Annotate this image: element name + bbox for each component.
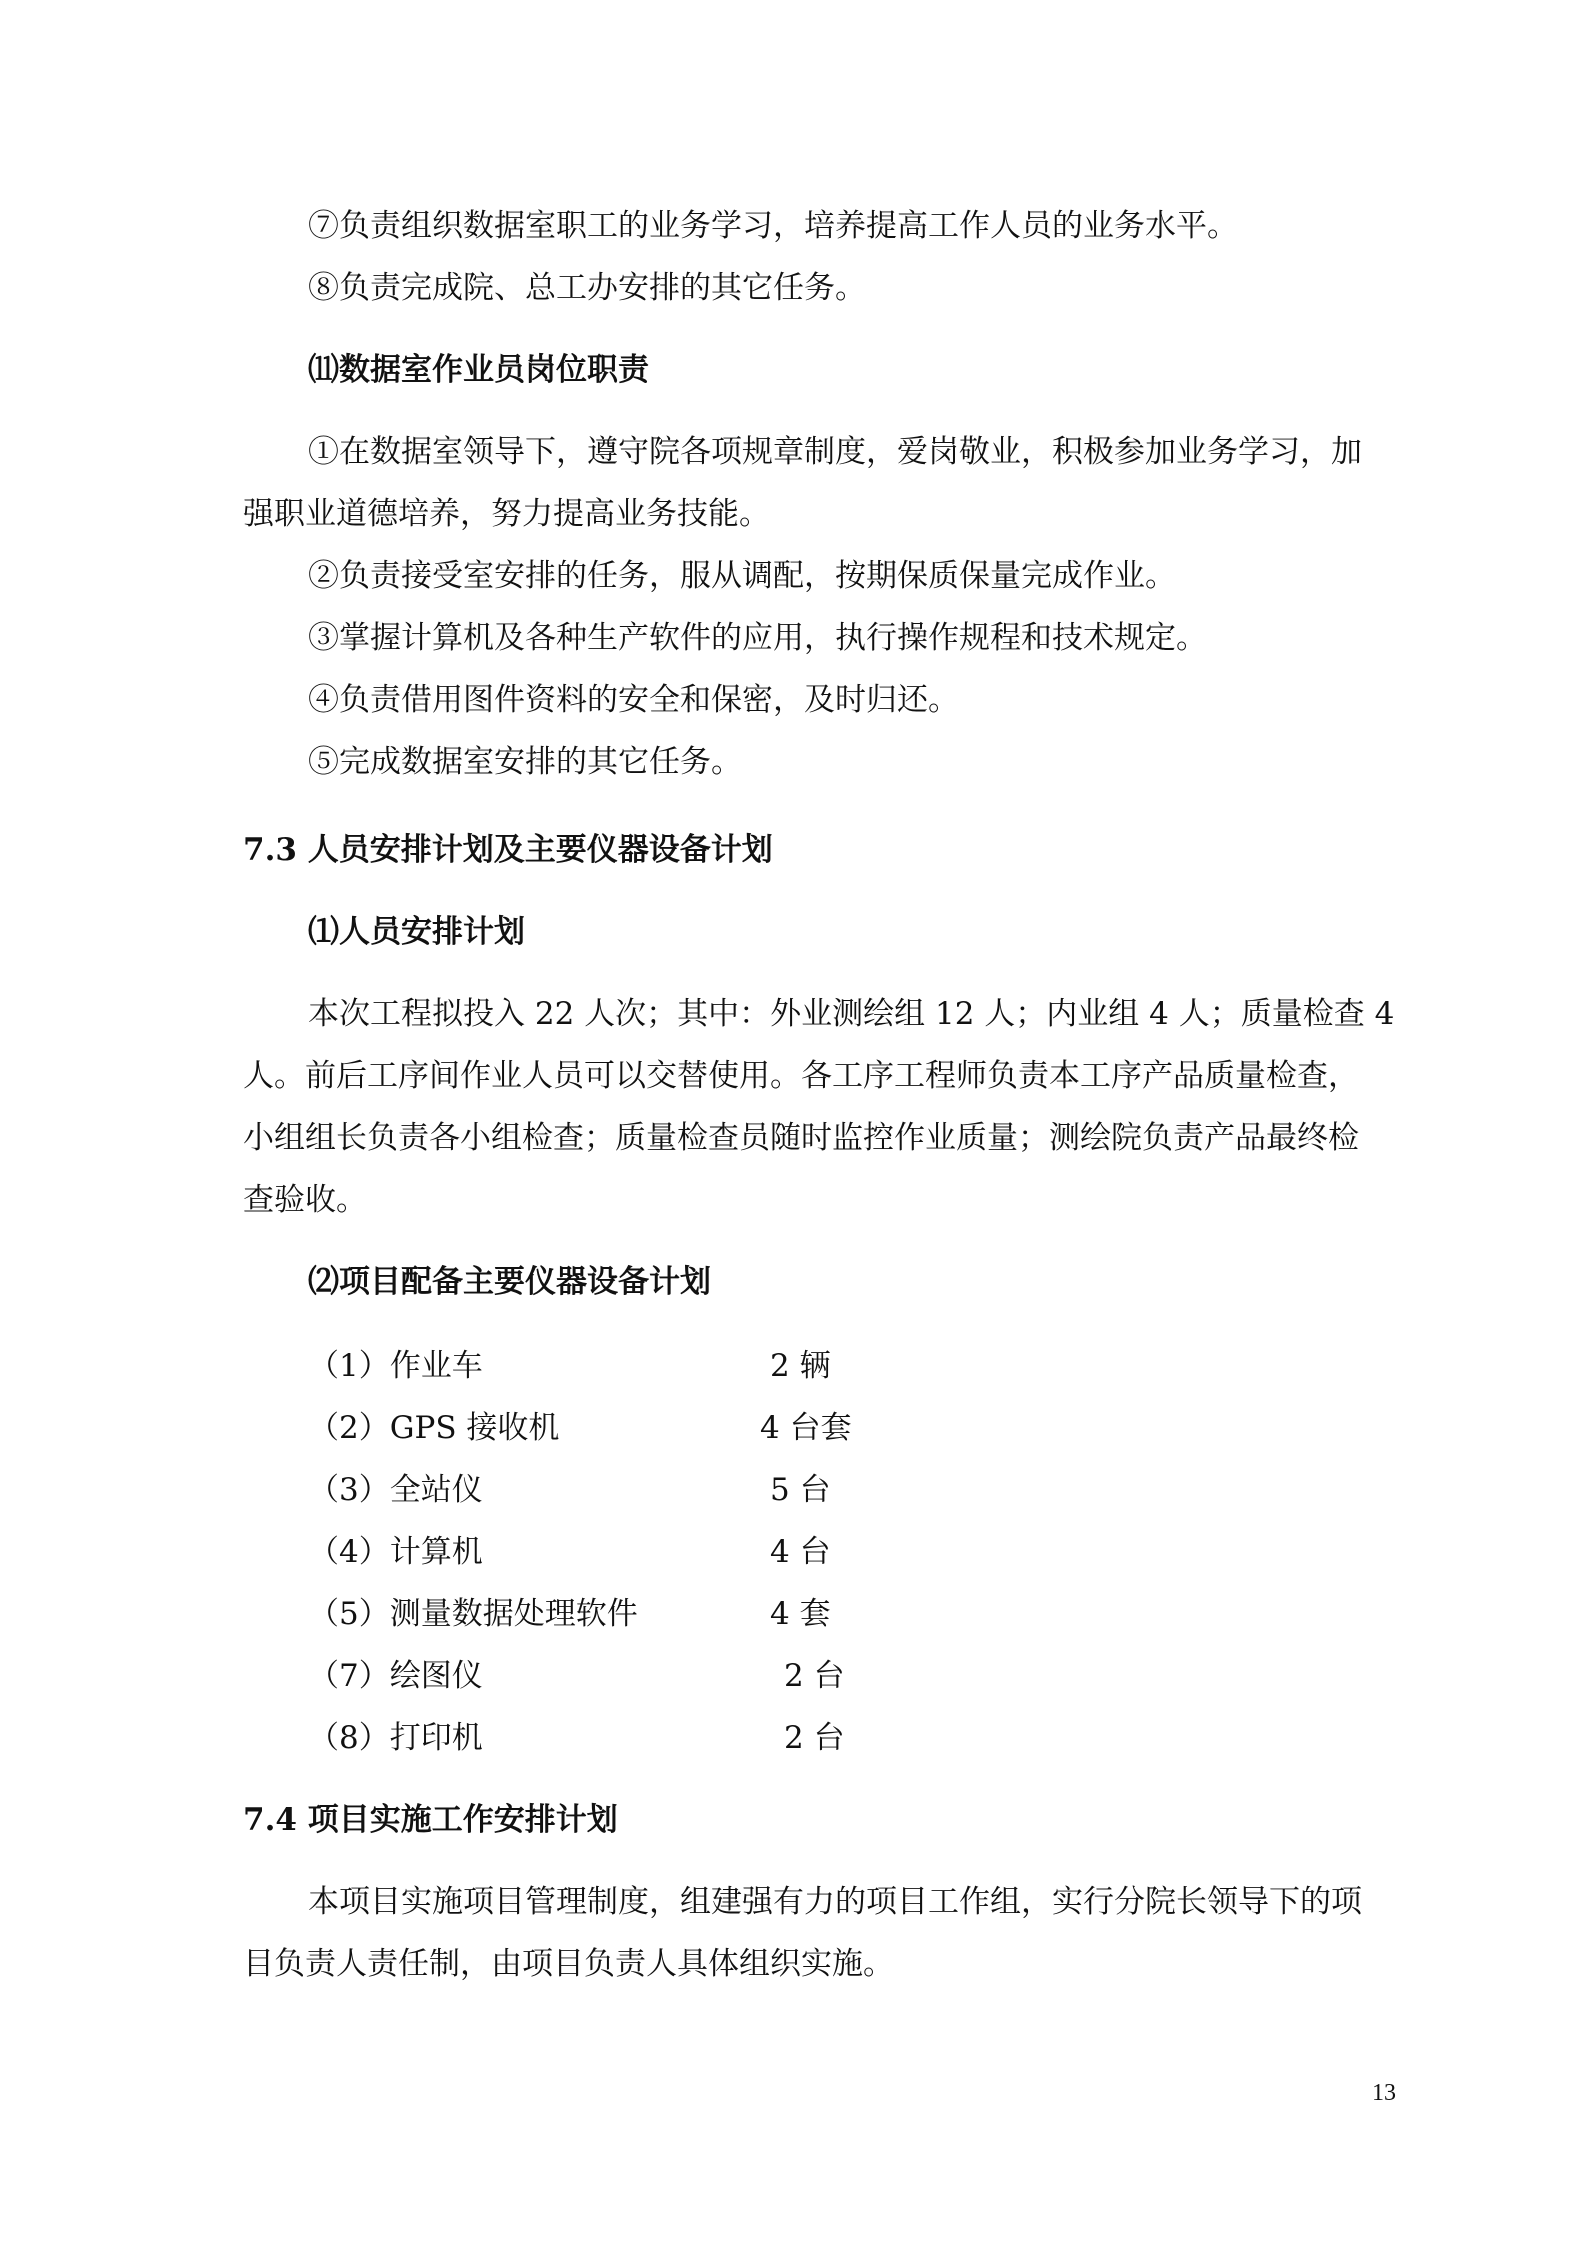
section-7-4-heading: 7.4 项目实施工作安排计划: [243, 1802, 618, 1838]
equipment-name: （1）作业车: [308, 1348, 483, 1384]
equipment-plan-heading: ⑵项目配备主要仪器设备计划: [308, 1264, 711, 1300]
equipment-row: [308, 1408, 908, 1448]
equipment-qty: 2 台: [784, 1720, 845, 1756]
equipment-name: （7）绘图仪: [308, 1658, 483, 1694]
staffing-plan-line3: 小组组长负责各小组检查；质量检查员随时监控作业质量；测绘院负责产品最终检: [243, 1120, 1359, 1156]
section-11-item-3: ③掌握计算机及各种生产软件的应用，执行操作规程和技术规定。: [308, 620, 1207, 656]
section-7-4-line2: 目负责人责任制，由项目负责人具体组织实施。: [243, 1946, 894, 1982]
section-11-item-5: ⑤完成数据室安排的其它任务。: [308, 744, 742, 780]
equipment-qty: 4 台套: [760, 1410, 852, 1446]
section-11-item-4: ④负责借用图件资料的安全和保密，及时归还。: [308, 682, 959, 718]
equipment-qty: 4 台: [770, 1534, 831, 1570]
equipment-row: [308, 1718, 908, 1758]
equipment-row: [308, 1470, 908, 1510]
duty-item-7: ⑦负责组织数据室职工的业务学习，培养提高工作人员的业务水平。: [308, 208, 1238, 244]
section-7-4-line1: 本项目实施项目管理制度，组建强有力的项目工作组，实行分院长领导下的项: [308, 1884, 1362, 1920]
equipment-name: （4）计算机: [308, 1534, 483, 1570]
section-11-heading: ⑾数据室作业员岗位职责: [308, 352, 649, 388]
equipment-row: [308, 1346, 908, 1386]
page-number: 13: [1372, 2080, 1396, 2106]
equipment-row: [308, 1656, 908, 1696]
equipment-qty: 4 套: [770, 1596, 831, 1632]
equipment-name: （5）测量数据处理软件: [308, 1596, 638, 1632]
equipment-name: （3）全站仪: [308, 1472, 483, 1508]
staffing-plan-line4: 查验收。: [243, 1182, 367, 1218]
section-11-para1-line2: 强职业道德培养，努力提高业务技能。: [243, 496, 770, 532]
equipment-name: （8）打印机: [308, 1720, 483, 1756]
equipment-row: [308, 1532, 908, 1572]
equipment-qty: 2 辆: [770, 1348, 831, 1384]
equipment-qty: 5 台: [770, 1472, 831, 1508]
equipment-qty: 2 台: [784, 1658, 845, 1694]
staffing-plan-heading: ⑴人员安排计划: [308, 914, 525, 950]
section-11-item-2: ②负责接受室安排的任务，服从调配，按期保质保量完成作业。: [308, 558, 1176, 594]
equipment-name: （2）GPS 接收机: [308, 1410, 560, 1446]
staffing-plan-line1: 本次工程拟投入 22 人次；其中：外业测绘组 12 人；内业组 4 人；质量检查 4: [308, 996, 1395, 1032]
section-7-3-heading: 7.3 人员安排计划及主要仪器设备计划: [243, 832, 773, 868]
equipment-row: [308, 1594, 908, 1634]
staffing-plan-line2: 人。前后工序间作业人员可以交替使用。各工序工程师负责本工序产品质量检查，: [243, 1058, 1359, 1094]
section-11-para1-line1: ①在数据室领导下，遵守院各项规章制度，爱岗敬业，积极参加业务学习，加: [308, 434, 1362, 470]
duty-item-8: ⑧负责完成院、总工办安排的其它任务。: [308, 270, 866, 306]
